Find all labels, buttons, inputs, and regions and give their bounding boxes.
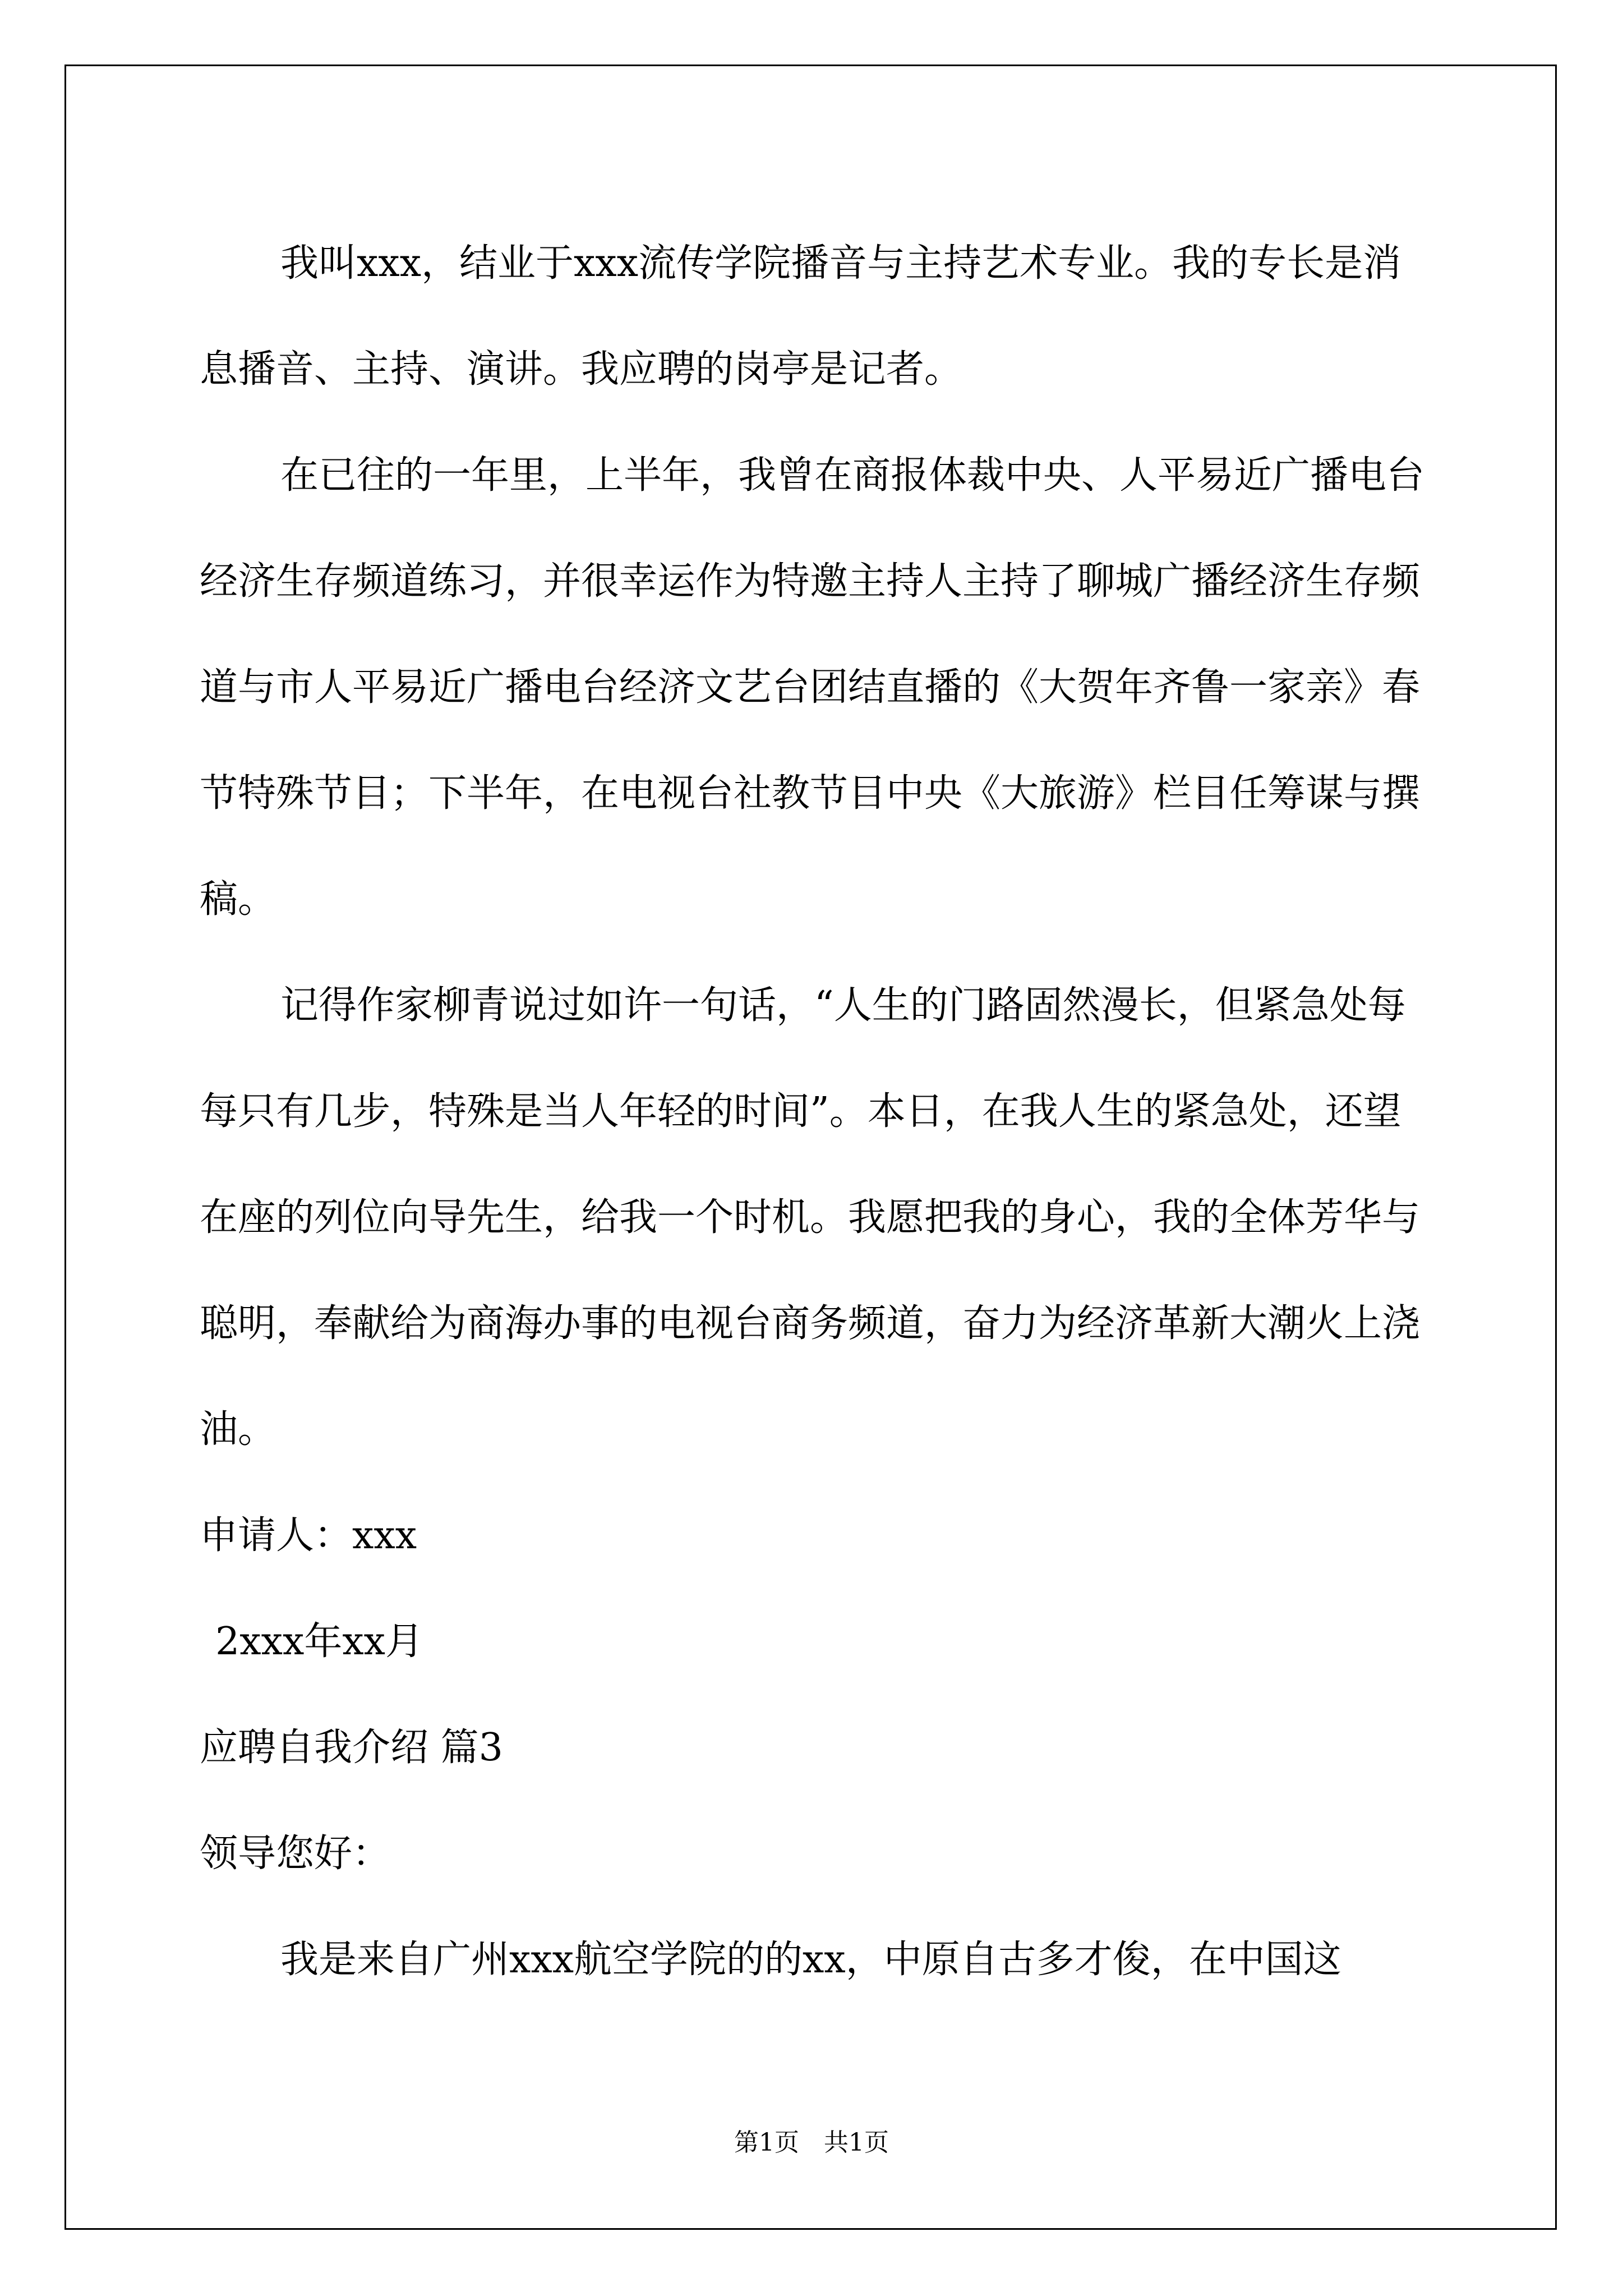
paragraph: 我叫xxx，结业于xxx流传学院播音与主持艺术专业。我的专长是消息播音、主持、演讲。我应聘的岗亭是记者。 xyxy=(200,241,1401,392)
date-line: 2xxx年xx月 xyxy=(215,1619,424,1664)
greeting: 领导您好： xyxy=(200,1832,391,1876)
paragraph: 在已往的一年里，上半年，我曾在商报体裁中央、人平易近广播电台经济生存频道练习，并很幸运作为特邀主持人主持了聊城广播经济生存频道与市人平易近广播电台经济文艺台团结直播的《大贺年齐鲁一家亲》春节特殊节目；下半年，在电视台社教节目中央《大旅游》栏目任筹谋与撰稿。 xyxy=(200,453,1425,922)
page-footer: 第1页 共1页 xyxy=(734,2128,889,2157)
paragraph: 我是来自广州xxx航空学院的的xx，中原自古多才俊，在中国这 xyxy=(280,1938,1341,1982)
paragraph: 记得作家柳青说过如许一句话，“人生的门路固然漫长，但紧急处每每只有几步，特殊是当人年轻的时间”。本日，在我人生的紧急处，还望在座的列位向导先生，给我一个时机。我愿把我的身心，我的全体芳华与聪明，奉献给为商海办事的电视台商务频道，奋力为经济革新大潮火上浇油。 xyxy=(200,983,1421,1452)
signature-line: 申请人：xxx xyxy=(200,1513,417,1558)
section-title: 应聘自我介绍 篇3 xyxy=(200,1726,503,1770)
document-body xyxy=(200,210,1439,2013)
